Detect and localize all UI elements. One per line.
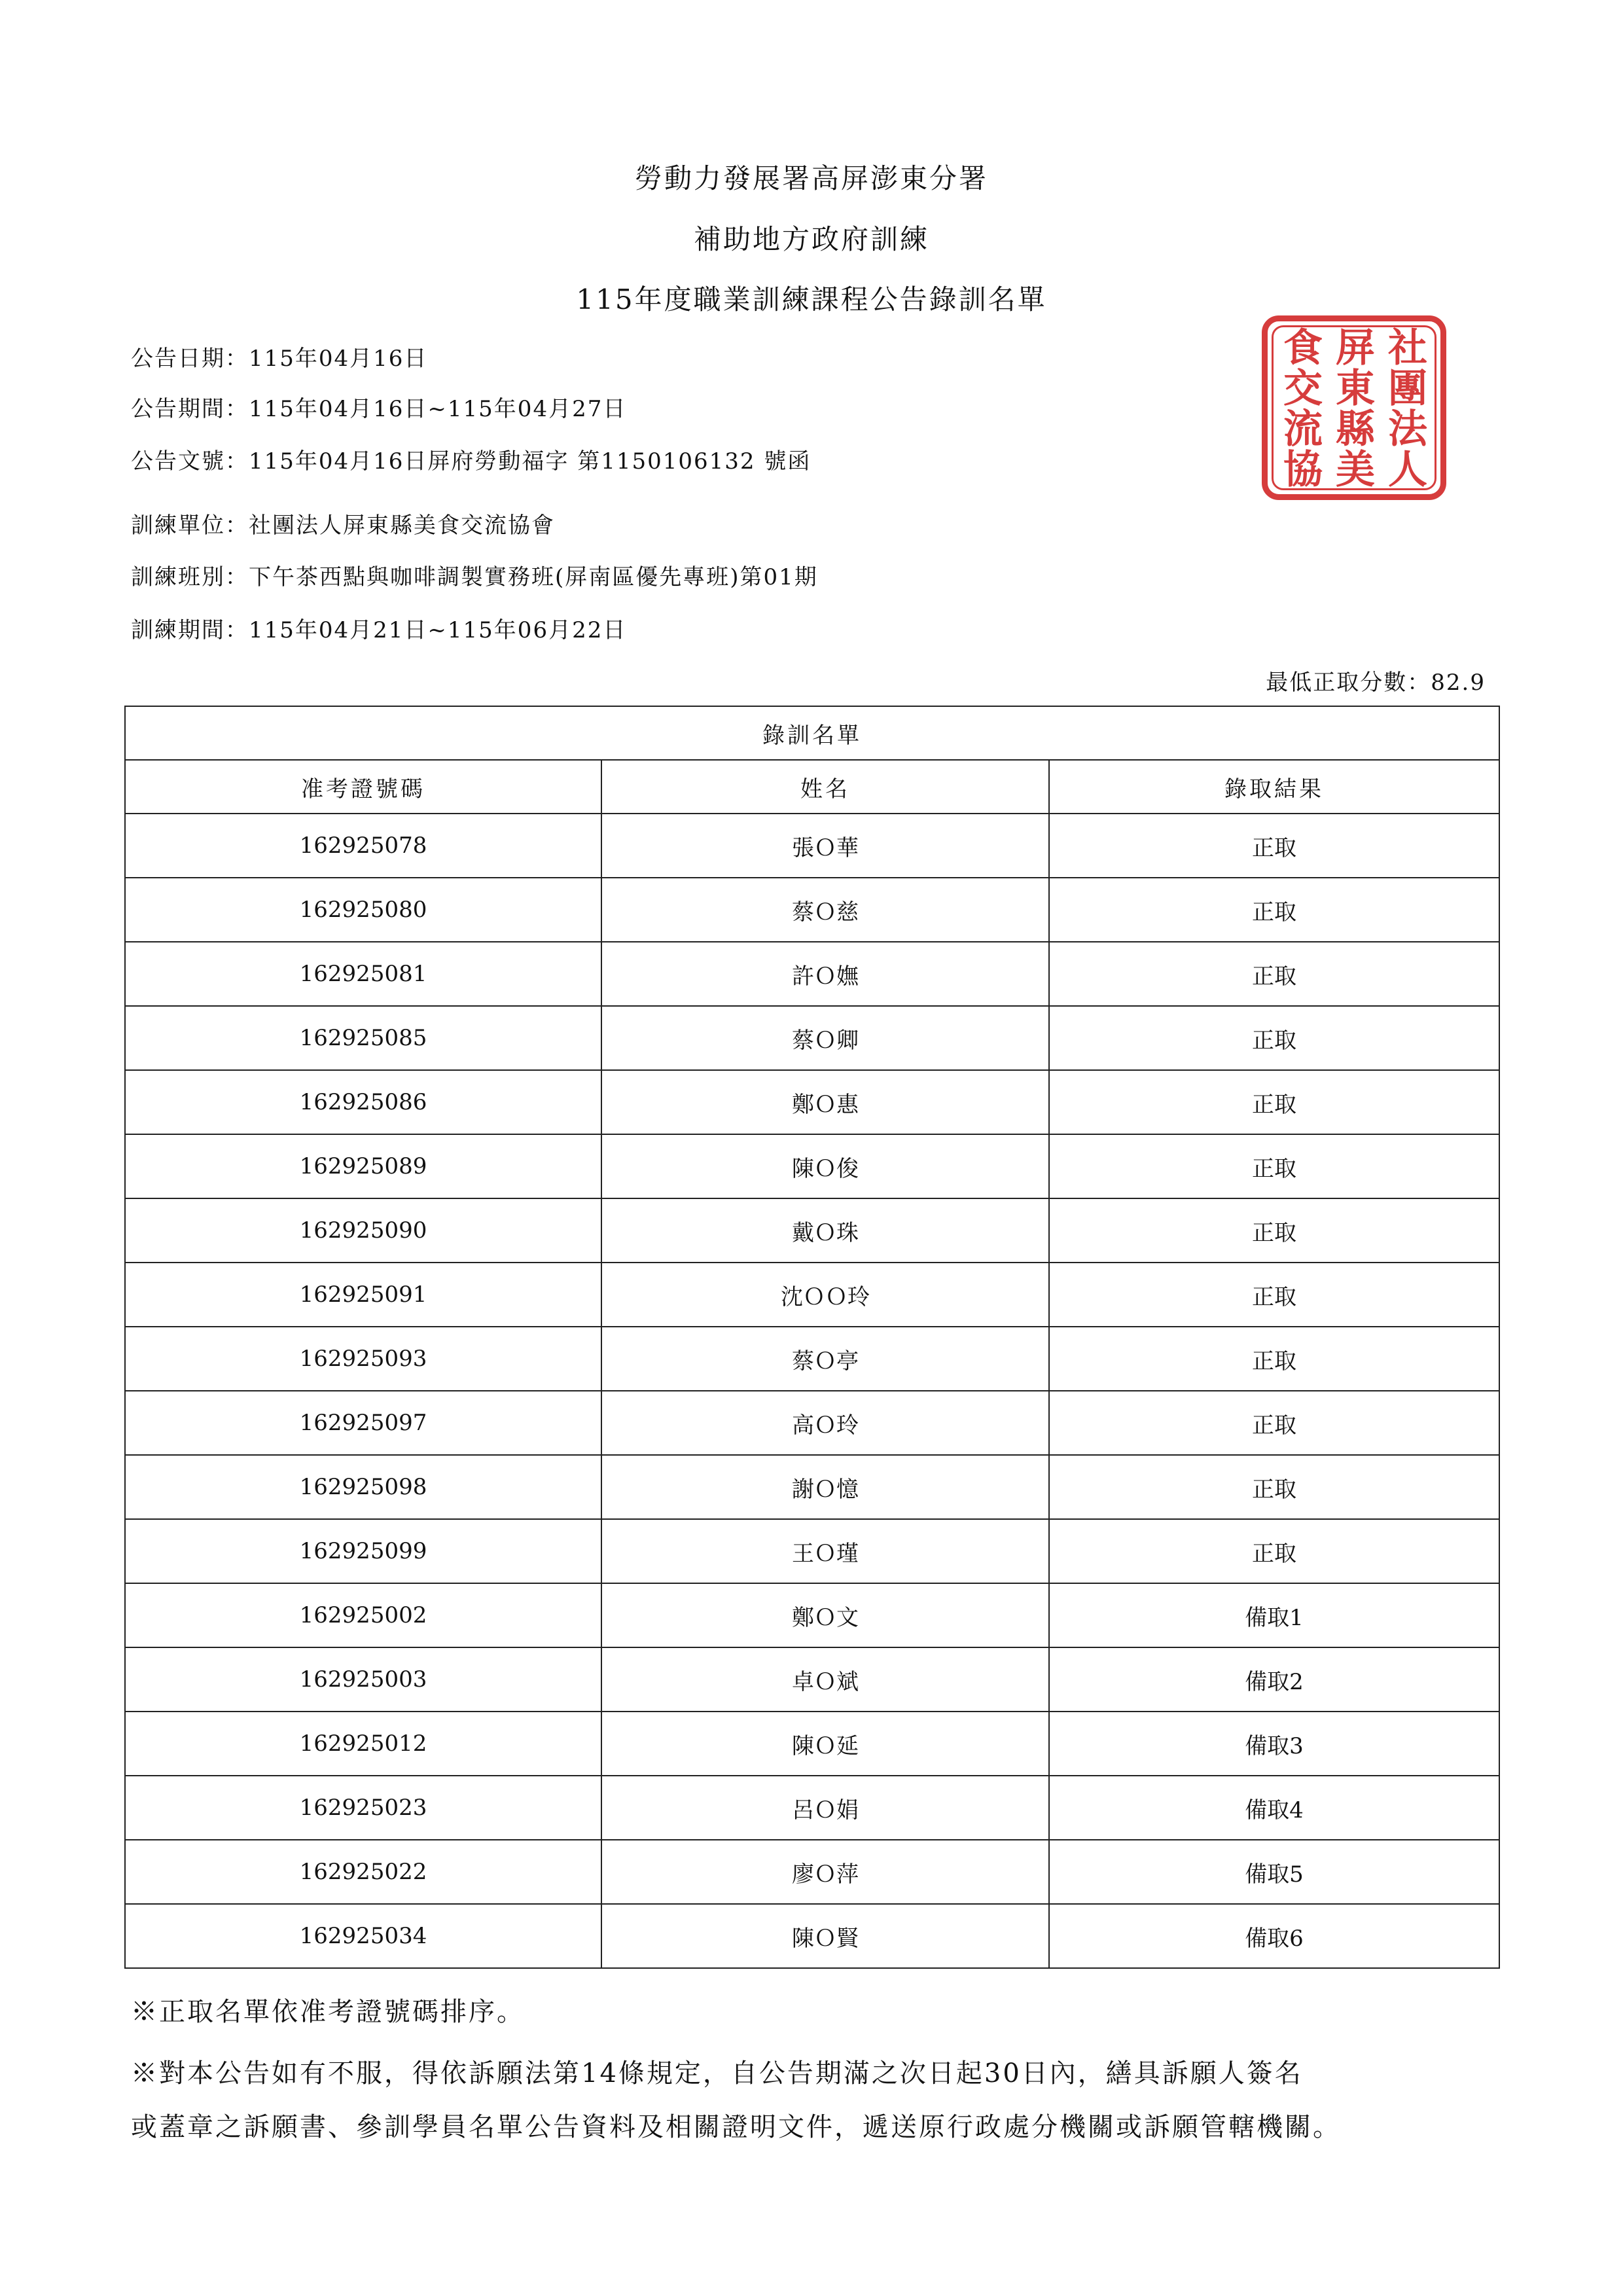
seal-char: 流 <box>1283 406 1323 452</box>
cell-name: 蔡Ｏ亭 <box>601 1327 1049 1391</box>
table-row <box>125 1263 1499 1327</box>
cell-name: 鄭Ｏ惠 <box>601 1070 1049 1134</box>
cell-exam-number: 162925023 <box>125 1776 601 1840</box>
cell-name: 陳Ｏ俊 <box>601 1134 1049 1198</box>
document-title: 115年度職業訓練課程公告錄訓名單 <box>576 283 1047 315</box>
cell-result: 正取 <box>1049 1455 1499 1519</box>
seal-char: 交 <box>1283 366 1323 412</box>
table-row <box>125 1904 1499 1968</box>
table-row <box>125 1712 1499 1776</box>
cell-name: 許Ｏ嫵 <box>601 942 1049 1006</box>
min-admission-score: 最低正取分數：82.9 <box>1266 670 1486 696</box>
cell-result: 正取 <box>1049 1198 1499 1263</box>
cell-name: 張Ｏ華 <box>601 814 1049 878</box>
cell-result: 正取 <box>1049 1134 1499 1198</box>
note-appeal-line1: ※對本公告如有不服，得依訴願法第14條規定，自公告期滿之次日起30日內，繕具訴願人簽名 <box>131 2058 1303 2089</box>
seal-characters <box>1277 325 1434 493</box>
table-row <box>125 1647 1499 1712</box>
training-unit: 訓練單位：社團法人屏東縣美食交流協會 <box>131 512 555 539</box>
cell-exam-number: 162925086 <box>125 1070 601 1134</box>
table-row <box>125 1006 1499 1070</box>
table-row <box>125 1391 1499 1455</box>
cell-result: 正取 <box>1049 1519 1499 1583</box>
table-row <box>125 814 1499 878</box>
cell-result: 正取 <box>1049 1006 1499 1070</box>
announce-period: 公告期間：115年04月16日~115年04月27日 <box>131 396 627 422</box>
official-seal-stamp <box>1262 315 1446 500</box>
cell-result: 正取 <box>1049 878 1499 942</box>
note-appeal-line2: 或蓋章之訴願書、參訓學員名單公告資料及相關證明文件，遞送原行政處分機關或訴願管轄機關。 <box>131 2112 1341 2142</box>
cell-result: 正取 <box>1049 1263 1499 1327</box>
cell-exam-number: 162925080 <box>125 878 601 942</box>
cell-name: 陳Ｏ延 <box>601 1712 1049 1776</box>
cell-exam-number: 162925034 <box>125 1904 601 1968</box>
cell-exam-number: 162925003 <box>125 1647 601 1712</box>
cell-result: 備取3 <box>1049 1712 1499 1776</box>
cell-name: 陳Ｏ賢 <box>601 1904 1049 1968</box>
table-row <box>125 878 1499 942</box>
cell-exam-number: 162925089 <box>125 1134 601 1198</box>
column-header-name: 姓名 <box>601 760 1049 814</box>
table-caption: 錄訓名單 <box>125 706 1499 760</box>
table-row <box>125 1455 1499 1519</box>
cell-result: 正取 <box>1049 1327 1499 1391</box>
announce-date: 公告日期：115年04月16日 <box>131 346 428 372</box>
training-class: 訓練班別：下午茶西點與咖啡調製實務班(屏南區優先專班)第01期 <box>131 564 818 590</box>
note-sort-order: ※正取名單依准考證號碼排序。 <box>131 1997 525 2027</box>
cell-result: 備取6 <box>1049 1904 1499 1968</box>
cell-name: 鄭Ｏ文 <box>601 1583 1049 1647</box>
cell-result: 備取2 <box>1049 1647 1499 1712</box>
cell-exam-number: 162925012 <box>125 1712 601 1776</box>
cell-result: 正取 <box>1049 942 1499 1006</box>
cell-exam-number: 162925085 <box>125 1006 601 1070</box>
seal-char: 法 <box>1388 406 1427 452</box>
table-row <box>125 1519 1499 1583</box>
table-row <box>125 1776 1499 1840</box>
cell-name: 戴Ｏ珠 <box>601 1198 1049 1263</box>
column-header-result: 錄取結果 <box>1049 760 1499 814</box>
table-row <box>125 1840 1499 1904</box>
program-title: 補助地方政府訓練 <box>693 223 929 255</box>
seal-char: 團 <box>1388 366 1427 412</box>
cell-exam-number: 162925022 <box>125 1840 601 1904</box>
table-row <box>125 1327 1499 1391</box>
seal-char: 縣 <box>1336 406 1375 452</box>
seal-char: 東 <box>1336 366 1375 412</box>
seal-char: 社 <box>1388 325 1427 371</box>
cell-exam-number: 162925002 <box>125 1583 601 1647</box>
cell-name: 蔡Ｏ慈 <box>601 878 1049 942</box>
cell-name: 謝Ｏ憶 <box>601 1455 1049 1519</box>
cell-exam-number: 162925078 <box>125 814 601 878</box>
seal-char: 協 <box>1283 447 1323 493</box>
table-row <box>125 1070 1499 1134</box>
cell-name: 王Ｏ瑾 <box>601 1519 1049 1583</box>
admission-list-table <box>124 706 1500 1969</box>
cell-name: 呂Ｏ娟 <box>601 1776 1049 1840</box>
cell-exam-number: 162925099 <box>125 1519 601 1583</box>
table-row <box>125 942 1499 1006</box>
cell-name: 卓Ｏ斌 <box>601 1647 1049 1712</box>
cell-exam-number: 162925081 <box>125 942 601 1006</box>
seal-char: 美 <box>1336 447 1375 493</box>
announce-doc-number: 公告文號：115年04月16日屏府勞動福字 第1150106132 號函 <box>131 448 812 475</box>
cell-exam-number: 162925093 <box>125 1327 601 1391</box>
seal-char: 人 <box>1388 447 1427 493</box>
cell-name: 沈ＯＯ玲 <box>601 1263 1049 1327</box>
table-row <box>125 1198 1499 1263</box>
column-header-exam-number: 准考證號碼 <box>125 760 601 814</box>
seal-char: 食 <box>1283 325 1323 371</box>
cell-exam-number: 162925091 <box>125 1263 601 1327</box>
seal-char: 屏 <box>1336 325 1375 371</box>
cell-name: 廖Ｏ萍 <box>601 1840 1049 1904</box>
table-row <box>125 1134 1499 1198</box>
cell-exam-number: 162925098 <box>125 1455 601 1519</box>
cell-name: 蔡Ｏ卿 <box>601 1006 1049 1070</box>
cell-name: 高Ｏ玲 <box>601 1391 1049 1455</box>
agency-title: 勞動力發展署高屏澎東分署 <box>634 162 988 194</box>
cell-result: 備取1 <box>1049 1583 1499 1647</box>
cell-result: 備取5 <box>1049 1840 1499 1904</box>
cell-result: 正取 <box>1049 1070 1499 1134</box>
cell-exam-number: 162925090 <box>125 1198 601 1263</box>
cell-result: 正取 <box>1049 814 1499 878</box>
cell-result: 備取4 <box>1049 1776 1499 1840</box>
training-period: 訓練期間：115年04月21日~115年06月22日 <box>131 617 627 643</box>
table-row <box>125 1583 1499 1647</box>
cell-result: 正取 <box>1049 1391 1499 1455</box>
cell-exam-number: 162925097 <box>125 1391 601 1455</box>
